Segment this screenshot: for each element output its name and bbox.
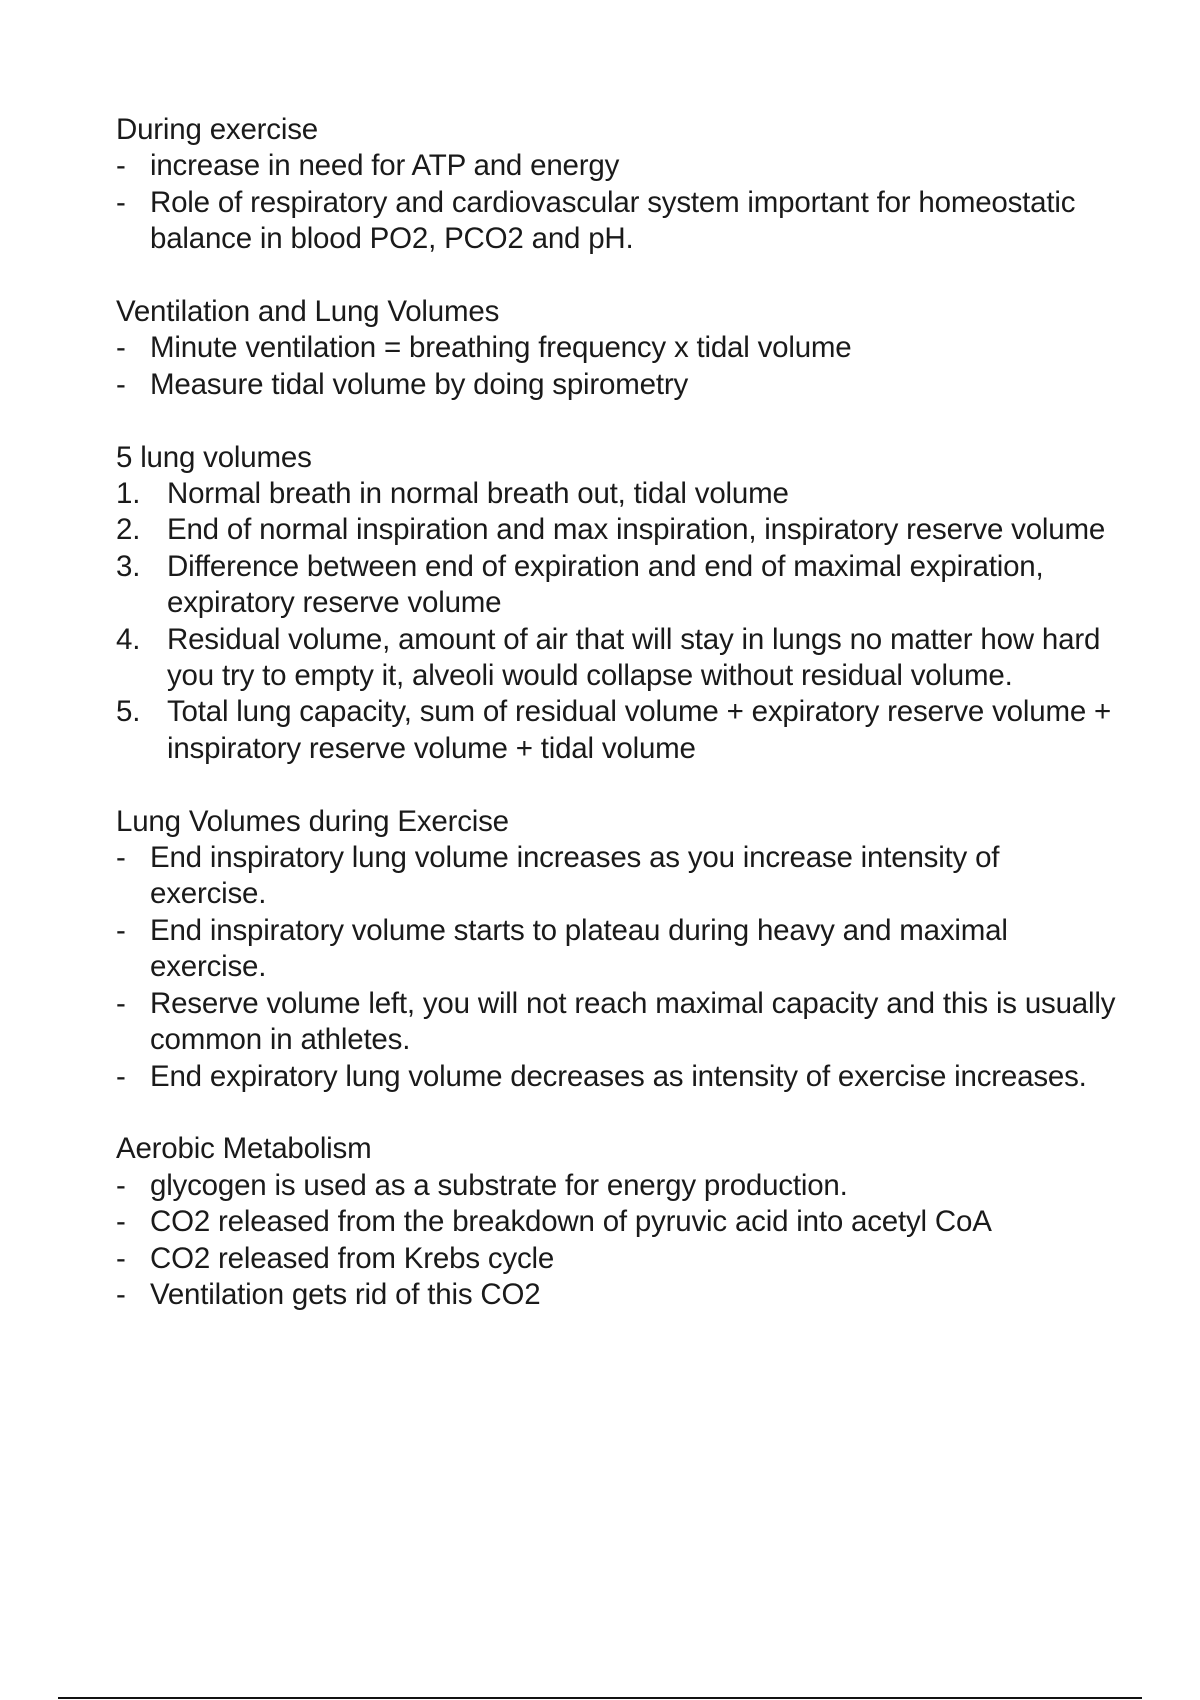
list-item-text: Difference between end of expiration and end of maximal expiration, expiratory reserve volume — [167, 549, 1044, 620]
section-heading: Lung Volumes during Exercise — [116, 804, 509, 838]
list-item — [116, 1059, 1116, 1095]
section-heading: 5 lung volumes — [116, 440, 312, 474]
list-item-text: End inspiratory lung volume increases as you increase intensity of exercise. — [150, 841, 1000, 911]
list-item-text: CO2 released from Krebs cycle — [150, 1241, 555, 1275]
list-item-text: Residual volume, amount of air that will stay in lungs no matter how hard you try to empty it, alveoli would collapse without residual volume. — [167, 622, 1101, 693]
list-item — [116, 986, 1116, 1059]
list-item-text: Reserve volume left, you will not reach maximal capacity and this is usually common in athletes. — [150, 986, 1116, 1057]
list-item-text: CO2 released from the breakdown of pyruvic acid into acetyl CoA — [150, 1205, 992, 1239]
list-item — [116, 1204, 1116, 1240]
section-during-exercise — [116, 112, 1116, 258]
list-item-text: End of normal inspiration and max inspiration, inspiratory reserve volume — [167, 513, 1106, 547]
list-item — [116, 476, 1116, 512]
number-marker: 5. — [116, 695, 141, 729]
number-marker: 4. — [116, 622, 141, 656]
list-item — [116, 1168, 1116, 1204]
section-lung-volumes-during-exercise — [116, 804, 1116, 1095]
dash-marker: - — [116, 185, 126, 219]
section-aerobic-metabolism — [116, 1131, 1116, 1313]
bullet-list — [116, 840, 1116, 1095]
section-heading: During exercise — [116, 113, 318, 146]
section-ventilation-lung-volumes — [116, 294, 1116, 403]
dash-marker: - — [116, 367, 126, 401]
list-item-text: Normal breath in normal breath out, tidal volume — [167, 477, 789, 511]
bullet-list — [116, 1168, 1116, 1314]
dash-marker: - — [116, 1277, 126, 1311]
list-item — [116, 694, 1116, 767]
list-item-text: End expiratory lung volume decreases as intensity of exercise increases. — [150, 1059, 1087, 1093]
section-heading: Aerobic Metabolism — [116, 1132, 372, 1166]
list-item-text: Total lung capacity, sum of residual volume + expiratory reserve volume + inspiratory reserve volume + tidal volume — [167, 695, 1112, 765]
list-item — [116, 185, 1116, 258]
footer-divider — [58, 1697, 1142, 1699]
bullet-list — [116, 148, 1116, 257]
dash-marker: - — [116, 913, 126, 947]
dash-marker: - — [116, 986, 126, 1020]
numbered-list — [116, 476, 1116, 767]
dash-marker: - — [116, 841, 126, 875]
list-item — [116, 330, 1116, 366]
list-item — [116, 512, 1116, 548]
list-item — [116, 549, 1116, 622]
list-item-text: increase in need for ATP and energy — [150, 149, 620, 183]
list-item — [116, 840, 1116, 913]
list-item — [116, 622, 1116, 695]
list-item-text: Role of respiratory and cardiovascular system important for homeostatic balance in blood PO2, PCO2 and pH. — [150, 185, 1076, 256]
list-item-text: Measure tidal volume by doing spirometry — [150, 367, 688, 401]
list-item-text: End inspiratory volume starts to plateau during heavy and maximal exercise. — [150, 913, 1008, 984]
bullet-list — [116, 330, 1116, 403]
dash-marker: - — [116, 1059, 126, 1093]
dash-marker: - — [116, 331, 126, 365]
number-marker: 2. — [116, 513, 141, 547]
list-item — [116, 913, 1116, 986]
dash-marker: - — [116, 1205, 126, 1239]
section-heading: Ventilation and Lung Volumes — [116, 295, 500, 329]
dash-marker: - — [116, 149, 126, 183]
number-marker: 1. — [116, 477, 141, 511]
list-item-text: Ventilation gets rid of this CO2 — [150, 1277, 541, 1311]
dash-marker: - — [116, 1241, 126, 1275]
list-item-text: glycogen is used as a substrate for energy production. — [150, 1168, 848, 1202]
dash-marker: - — [116, 1168, 126, 1202]
list-item — [116, 148, 1116, 184]
list-item — [116, 367, 1116, 403]
list-item — [116, 1241, 1116, 1277]
notes-page — [116, 112, 1116, 1350]
section-five-lung-volumes — [116, 440, 1116, 768]
list-item — [116, 1277, 1116, 1313]
list-item-text: Minute ventilation = breathing frequency x tidal volume — [150, 331, 852, 365]
number-marker: 3. — [116, 549, 141, 583]
